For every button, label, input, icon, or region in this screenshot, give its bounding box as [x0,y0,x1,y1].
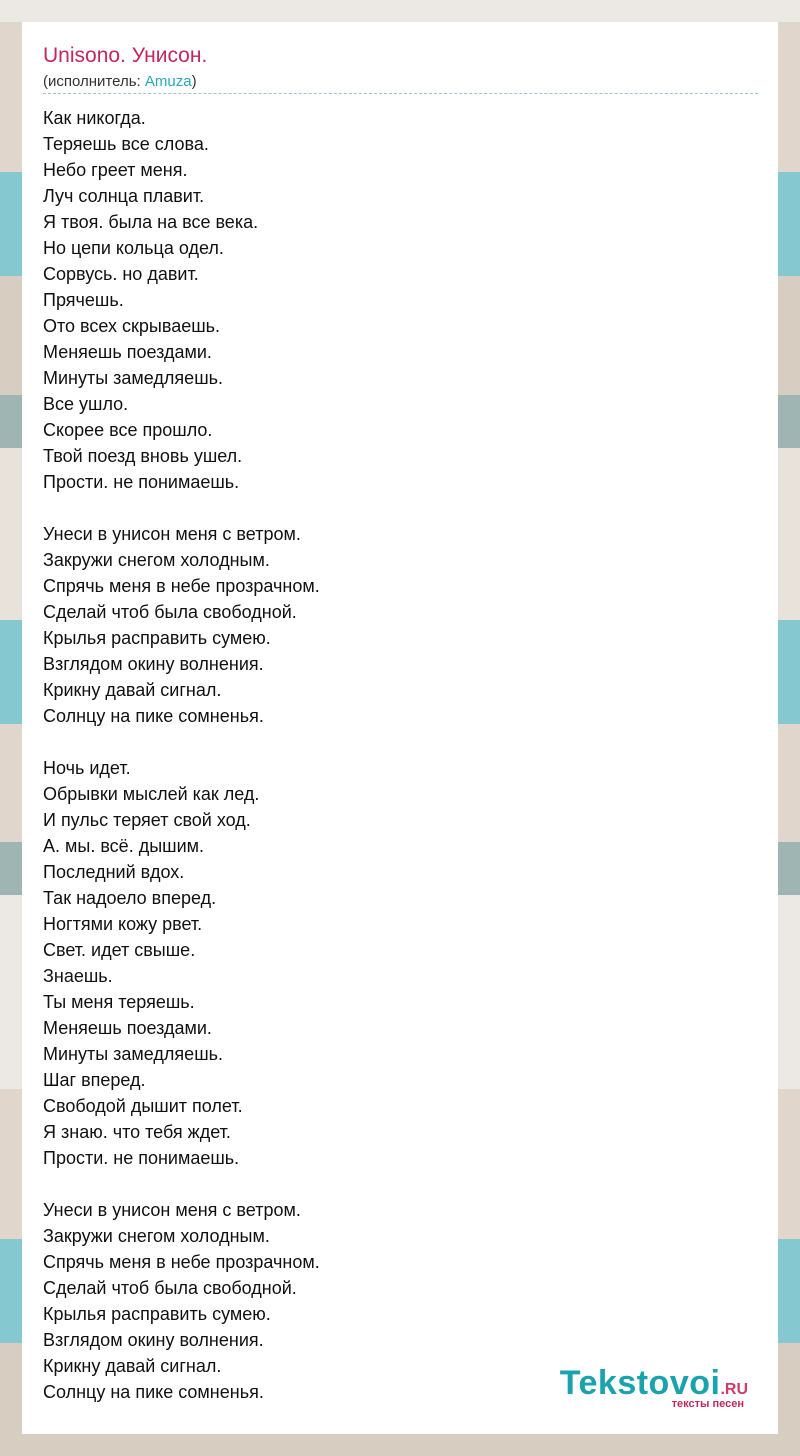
lyric-line: Сделай чтоб была свободной. [43,602,297,622]
lyric-line: Ото всех скрываешь. [43,316,221,336]
lyric-line: Ночь идет. [43,758,131,778]
lyric-line: Я твоя. была на все века. [43,212,259,232]
lyric-line: Меняешь поездами. [43,342,212,362]
lyric-line: Свет. идет свыше. [43,940,196,960]
lyric-line: Сорвусь. но давит. [43,264,199,284]
lyric-line: Свободой дышит полет. [43,1096,243,1116]
stanza-break [43,1171,743,1197]
site-logo[interactable] [560,1366,748,1410]
lyric-line: Я знаю. что тебя ждет. [43,1122,231,1142]
lyric-line: Крылья расправить сумею. [43,1304,271,1324]
lyric-line: Минуты замедляешь. [43,1044,224,1064]
lyric-line: Спрячь меня в небе прозрачном. [43,576,320,596]
stanza-break [43,495,743,521]
lyrics-body [43,105,743,1405]
lyric-line: Знаешь. [43,966,113,986]
lyric-line: Прячешь. [43,290,124,310]
performer-prefix: (исполнитель: [43,73,145,90]
lyric-line: Крылья расправить сумею. [43,628,271,648]
lyric-line: Небо греет меня. [43,160,188,180]
lyric-line: Минуты замедляешь. [43,368,224,388]
lyric-line: Ты меня теряешь. [43,992,195,1012]
lyric-line: Закружи снегом холодным. [43,550,270,570]
lyric-line: Сделай чтоб была свободной. [43,1278,297,1298]
lyric-line: Унеси в унисон меня с ветром. [43,1200,301,1220]
stanza-break [43,729,743,755]
lyric-line: Закружи снегом холодным. [43,1226,270,1246]
logo-name: Tekstovoi [559,1364,721,1402]
lyric-line: Унеси в унисон меня с ветром. [43,524,301,544]
lyrics-card [22,22,778,1434]
lyric-line: Солнцу на пике сомненья. [43,1382,264,1402]
lyric-line: Взглядом окину волнения. [43,654,264,674]
lyric-line: Так надоело вперед. [43,888,217,908]
lyric-line: Но цепи кольца одел. [43,238,224,258]
lyric-line: А. мы. всё. дышим. [43,836,205,856]
logo-tld: .RU [720,1381,748,1398]
lyric-line: Крикну давай сигнал. [43,1356,222,1376]
lyric-line: Крикну давай сигнал. [43,680,222,700]
lyric-line: Меняешь поездами. [43,1018,212,1038]
performer-suffix: ) [191,73,197,90]
title-divider [43,93,758,94]
lyric-line: Последний вдох. [43,862,185,882]
lyric-line: Ногтями кожу рвет. [43,914,203,934]
lyric-line: Как никогда. [43,108,146,128]
logo-tagline: тексты песен [671,1398,744,1410]
lyric-line: Прости. не понимаешь. [43,472,240,492]
lyric-line: Скорее все прошло. [43,420,213,440]
lyric-line: Луч солнца плавит. [43,186,205,206]
performer-line [43,73,197,90]
lyric-line: Теряешь все слова. [43,134,209,154]
lyric-line: Солнцу на пике сомненья. [43,706,264,726]
lyric-line: Прости. не понимаешь. [43,1148,240,1168]
lyric-line: Все ушло. [43,394,129,414]
song-title: Unisono. Унисон. [43,44,208,67]
lyric-line: Твой поезд вновь ушел. [43,446,243,466]
lyric-line: Обрывки мыслей как лед. [43,784,260,804]
lyric-line: Спрячь меня в небе прозрачном. [43,1252,320,1272]
lyric-line: Шаг вперед. [43,1070,146,1090]
lyric-line: И пульс теряет свой ход. [43,810,251,830]
performer-link[interactable]: Amuza [144,73,192,90]
lyric-line: Взглядом окину волнения. [43,1330,264,1350]
